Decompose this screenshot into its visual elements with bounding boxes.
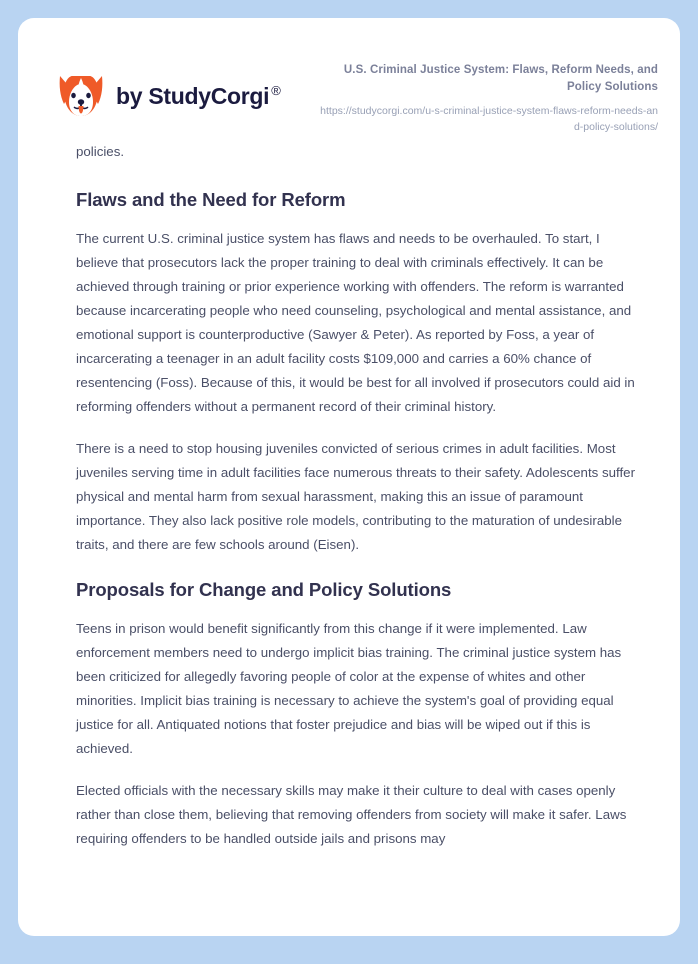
paragraph: Elected officials with the necessary skills may make it their culture to deal with cases openly rather than close them, believing that removing offenders from society will make it safer. Laws requiring offenders to be handled outside jails and prisons may (76, 783, 627, 846)
brand-name-text: by StudyCorgi (116, 82, 270, 109)
paragraph: The current U.S. criminal justice system has flaws and needs to be overhauled. To start, I believe that prosecutors lack the proper training to deal with criminals effectively. It can be achieved through training or prior experience working with offenders. The reform is warranted because incarcerating people who need counseling, psychological and mental assistance, and emotional support is counterproductive (Sawyer & Peter). As reported by Foss, a year of incarcerating a teenager in an adult facility costs $109,000 and carries a 60% chance of resentencing (Foss). Because of this, it would be best for all involved if prosecutors could aid in reforming offenders without a permanent record of their criminal history. (76, 231, 635, 414)
document-meta (318, 62, 658, 136)
orphan-paragraph: policies. (76, 144, 125, 159)
corgi-face-icon (58, 72, 104, 120)
paragraph: Teens in prison would benefit significantly from this change if it were implemented. Law enforcement members need to undergo implicit bias training. The criminal justice system has been criticized for allegedly favoring people of color at the expense of whites and other minorities. Implicit bias training is necessary to achieve the system's goal of providing equal justice for all. Antiquated notions that foster prejudice and bias will be wiped out if this is achieved. (76, 621, 622, 756)
section-heading-proposals: Proposals for Change and Policy Solutions (76, 579, 452, 600)
section-heading-flaws: Flaws and the Need for Reform (76, 189, 346, 210)
source-url-link[interactable]: https://studycorgi.com/u-s-criminal-justice-system-flaws-reform-needs-and-policy-solutions/ (320, 105, 658, 134)
brand-logo-group[interactable] (58, 62, 281, 120)
document-card (18, 18, 680, 936)
document-header (18, 18, 680, 140)
document-body (18, 140, 680, 851)
brand-wordmark (116, 83, 281, 110)
registered-trademark-icon: ® (271, 82, 281, 98)
page-title: U.S. Criminal Justice System: Flaws, Reform Needs, and Policy Solutions (343, 64, 658, 93)
paragraph: There is a need to stop housing juveniles convicted of serious crimes in adult facilities. Most juveniles serving time in adult facilities face numerous threats to their safety. Adolescents suffer physical and mental harm from sexual harassment, making this an issue of paramount importance. They also lack positive role models, contributing to the maturation of undesirable traits, and there are few schools around (Eisen). (76, 441, 635, 552)
